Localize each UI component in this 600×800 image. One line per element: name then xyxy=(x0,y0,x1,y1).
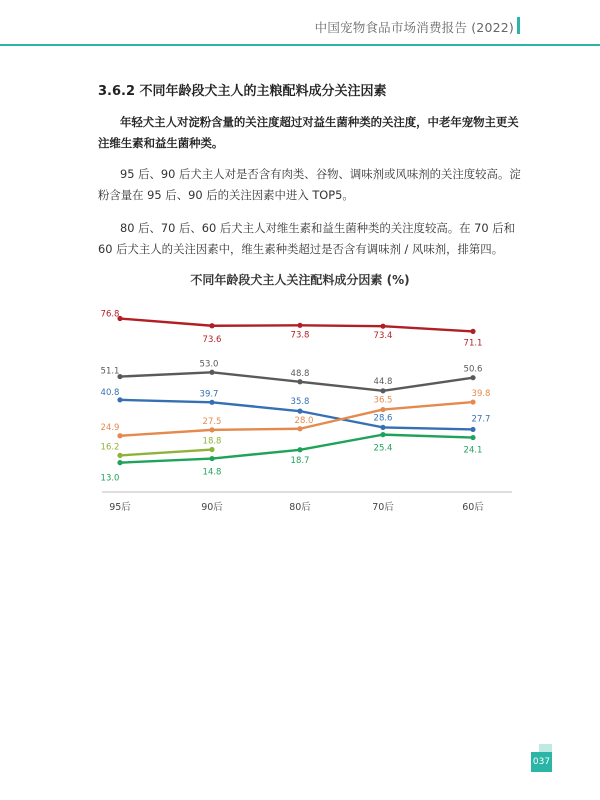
data-label: 76.8 xyxy=(100,309,120,320)
data-point xyxy=(470,375,475,380)
data-label: 73.8 xyxy=(290,330,310,341)
data-label: 73.4 xyxy=(373,331,393,342)
data-label: 18.8 xyxy=(202,436,222,447)
paragraph-1: 年轻犬主人对淀粉含量的关注度超过对益生菌种类的关注度，中老年宠物主更关注维生素和益生菌种类。 xyxy=(98,115,519,150)
data-label: 27.5 xyxy=(202,416,222,427)
data-label: 27.7 xyxy=(471,414,491,425)
data-point xyxy=(117,453,122,458)
report-header-title: 中国宠物食品市场消费报告 (2022) xyxy=(314,20,514,35)
data-point xyxy=(380,388,385,393)
data-point xyxy=(380,324,385,329)
data-point xyxy=(209,323,214,328)
data-point xyxy=(297,409,302,414)
paragraph-2: 95 后、90 后犬主人对是否含有肉类、谷物、调味剂或风味剂的关注度较高。淀粉含量在 95 后、90 后的关注因素中进入 TOP5。 xyxy=(98,167,521,202)
data-label: 73.6 xyxy=(202,334,222,345)
data-label: 25.4 xyxy=(373,443,393,454)
section-title: 3.6.2 不同年龄段犬主人的主粮配料成分关注因素 xyxy=(98,84,387,99)
header-divider xyxy=(0,44,600,46)
data-point xyxy=(470,435,475,440)
paragraph-3: 80 后、70 后、60 后犬主人对维生素和益生菌种类的关注度较高。在 70 后和 60 后犬主人的关注因素中，维生素种类超过是否含有调味剂 / 风味剂，排第四。 xyxy=(98,221,516,256)
data-point xyxy=(470,399,475,404)
data-label: 71.1 xyxy=(463,338,483,349)
page-number: 037 xyxy=(531,752,552,772)
data-label: 13.0 xyxy=(100,473,120,484)
data-label: 28.6 xyxy=(373,413,393,424)
x-tick-label: 90后 xyxy=(201,502,223,513)
data-label: 24.1 xyxy=(463,445,483,456)
x-tick-label: 95后 xyxy=(109,502,131,513)
series-line xyxy=(120,450,212,456)
data-label: 16.2 xyxy=(100,442,120,453)
header-accent-bar xyxy=(517,17,520,34)
data-point xyxy=(297,426,302,431)
data-point xyxy=(470,329,475,334)
data-point xyxy=(380,407,385,412)
chart-title: 不同年龄段犬主人关注配料成分因素 (%) xyxy=(190,273,410,287)
data-point xyxy=(209,370,214,375)
data-point xyxy=(209,447,214,452)
data-point xyxy=(297,379,302,384)
data-label: 40.8 xyxy=(100,387,120,398)
data-label: 35.8 xyxy=(290,397,310,408)
data-point xyxy=(209,400,214,405)
data-label: 18.7 xyxy=(290,455,310,466)
data-point xyxy=(117,397,122,402)
x-tick-label: 70后 xyxy=(372,502,394,513)
data-label: 14.8 xyxy=(202,467,222,478)
data-label: 51.1 xyxy=(100,366,120,377)
data-point xyxy=(209,456,214,461)
data-label: 53.0 xyxy=(199,359,219,370)
data-point xyxy=(209,427,214,432)
x-tick-label: 80后 xyxy=(289,502,311,513)
data-point xyxy=(380,432,385,437)
data-label: 48.8 xyxy=(290,368,310,379)
data-point xyxy=(297,323,302,328)
data-label: 39.8 xyxy=(471,389,491,400)
data-label: 36.5 xyxy=(373,395,393,406)
data-label: 44.8 xyxy=(373,376,393,387)
data-point xyxy=(117,433,122,438)
data-point xyxy=(380,425,385,430)
line-chart xyxy=(90,294,540,524)
x-tick-label: 60后 xyxy=(462,502,484,513)
data-label: 24.9 xyxy=(100,422,120,433)
data-label: 39.7 xyxy=(199,389,219,400)
data-point xyxy=(470,427,475,432)
data-label: 28.0 xyxy=(294,415,314,426)
data-label: 50.6 xyxy=(463,364,483,375)
data-point xyxy=(297,447,302,452)
data-point xyxy=(117,460,122,465)
